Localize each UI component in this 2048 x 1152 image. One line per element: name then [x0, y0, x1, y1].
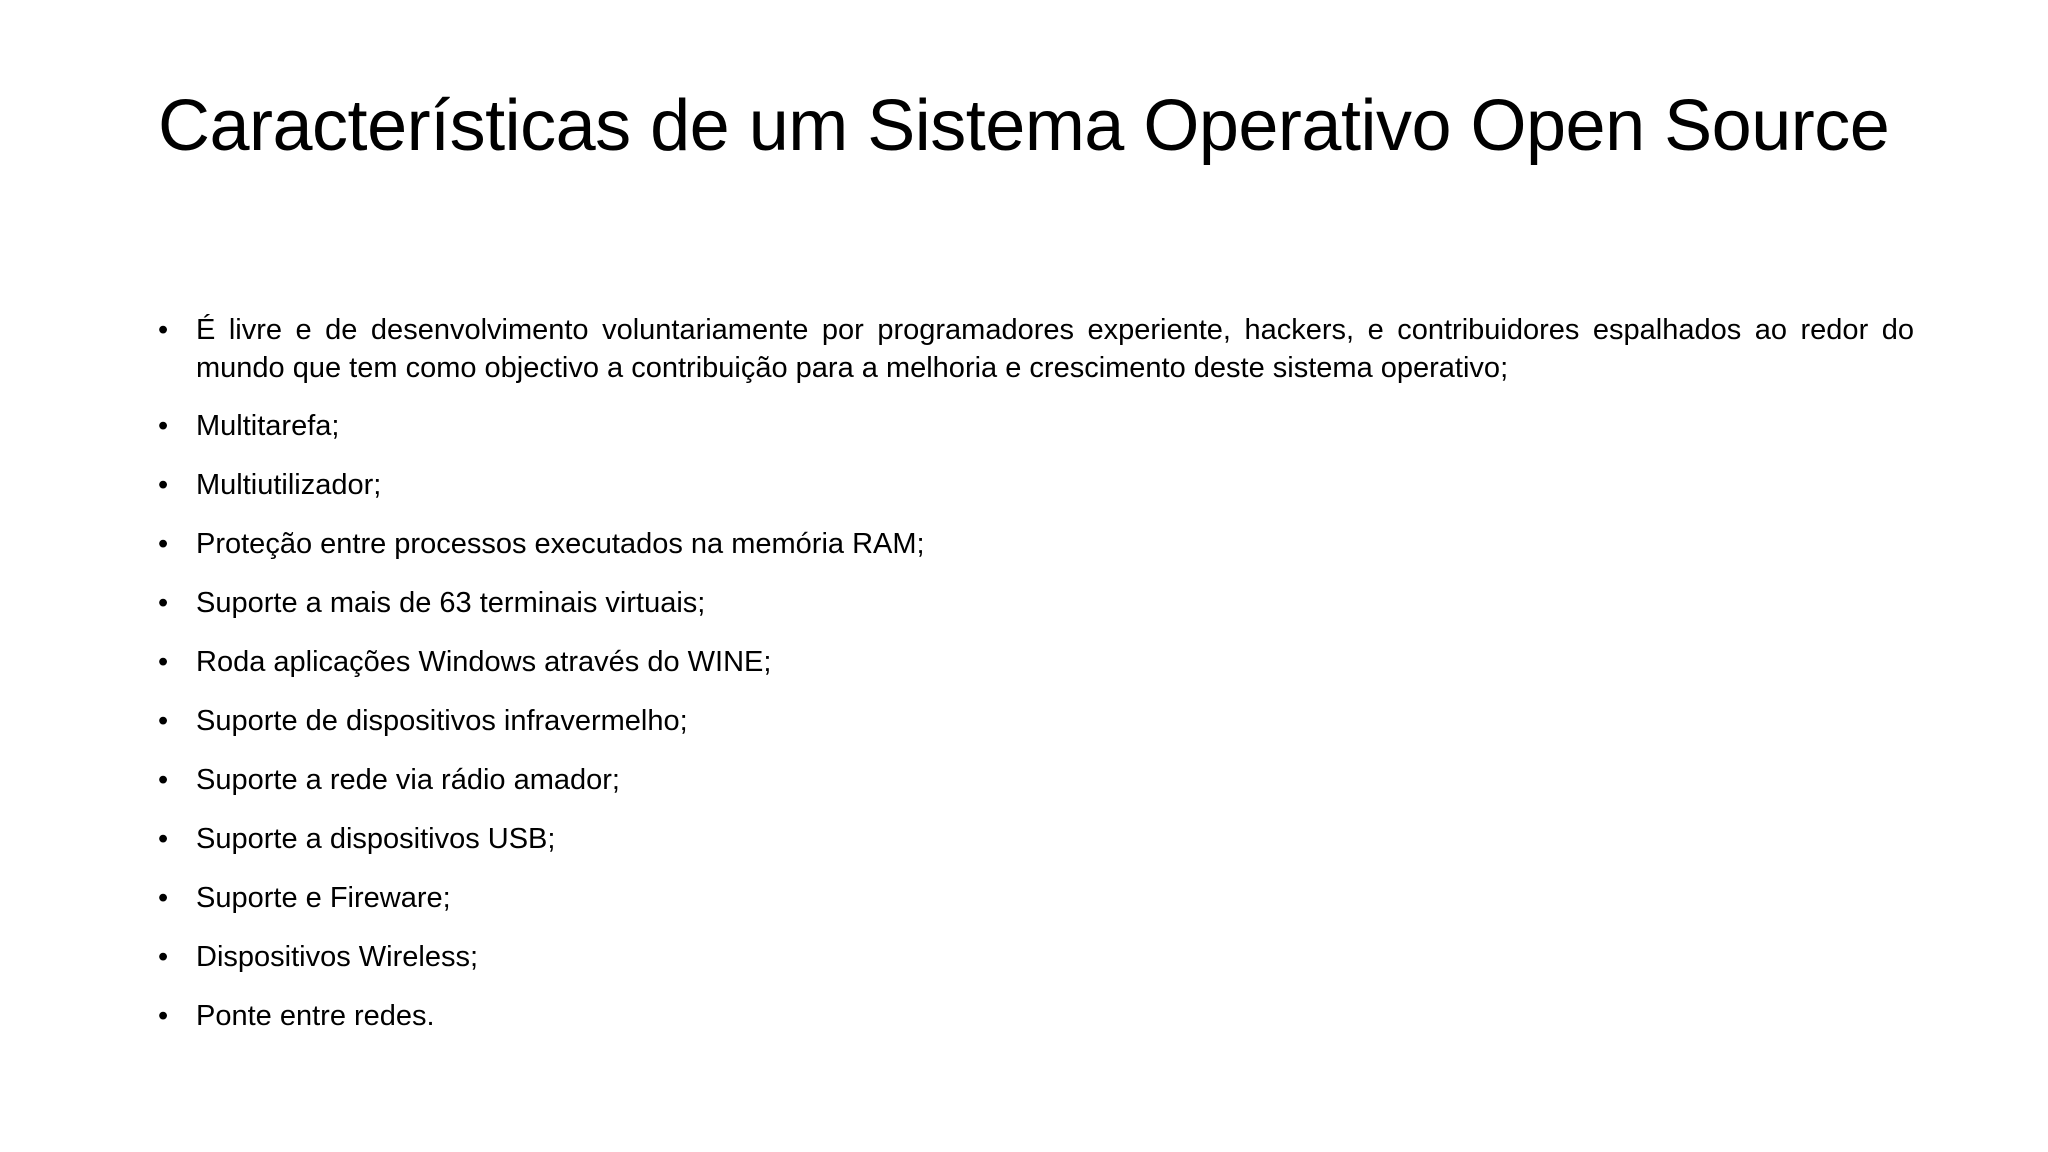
bullet-text: É livre e de desenvolvimento voluntariamente por programadores experiente, hackers, e contribuidores espalhados ao redor do mundo que tem como objectivo a contribuição para a melhoria e crescimento deste sistema operativo;: [196, 314, 1914, 384]
bullet-text: Suporte e Fireware;: [196, 882, 451, 914]
list-item: [158, 525, 1914, 563]
bullet-icon: •: [158, 705, 169, 737]
bullet-text: Proteção entre processos executados na memória RAM;: [196, 528, 925, 560]
bullet-icon: •: [158, 823, 169, 855]
bullet-text: Ponte entre redes.: [196, 1000, 435, 1032]
bullet-list: [158, 311, 1914, 1056]
bullet-text: Roda aplicações Windows através do WINE;: [196, 646, 772, 678]
list-item: [158, 584, 1914, 622]
list-item: [158, 702, 1914, 740]
bullet-text: Suporte a dispositivos USB;: [196, 823, 556, 855]
list-item: [158, 820, 1914, 858]
bullet-icon: •: [158, 646, 169, 678]
bullet-icon: •: [158, 941, 169, 973]
bullet-text: Suporte de dispositivos infravermelho;: [196, 705, 688, 737]
bullet-icon: •: [158, 410, 169, 442]
bullet-icon: •: [158, 528, 169, 560]
bullet-icon: •: [158, 882, 169, 914]
list-item: [158, 311, 1914, 387]
bullet-icon: •: [158, 1000, 169, 1032]
list-item: [158, 997, 1914, 1035]
list-item: [158, 643, 1914, 681]
slide-title: Características de um Sistema Operativo Open Source: [158, 86, 1890, 166]
bullet-icon: •: [158, 587, 169, 619]
bullet-icon: •: [158, 469, 169, 501]
bullet-text: Suporte a rede via rádio amador;: [196, 764, 620, 796]
list-item: [158, 761, 1914, 799]
list-item: [158, 466, 1914, 504]
bullet-icon: •: [158, 314, 169, 346]
list-item: [158, 879, 1914, 917]
list-item: [158, 407, 1914, 445]
list-item: [158, 938, 1914, 976]
bullet-text: Dispositivos Wireless;: [196, 941, 478, 973]
bullet-text: Suporte a mais de 63 terminais virtuais;: [196, 587, 706, 619]
bullet-text: Multitarefa;: [196, 410, 340, 442]
bullet-text: Multiutilizador;: [196, 469, 382, 501]
bullet-icon: •: [158, 764, 169, 796]
